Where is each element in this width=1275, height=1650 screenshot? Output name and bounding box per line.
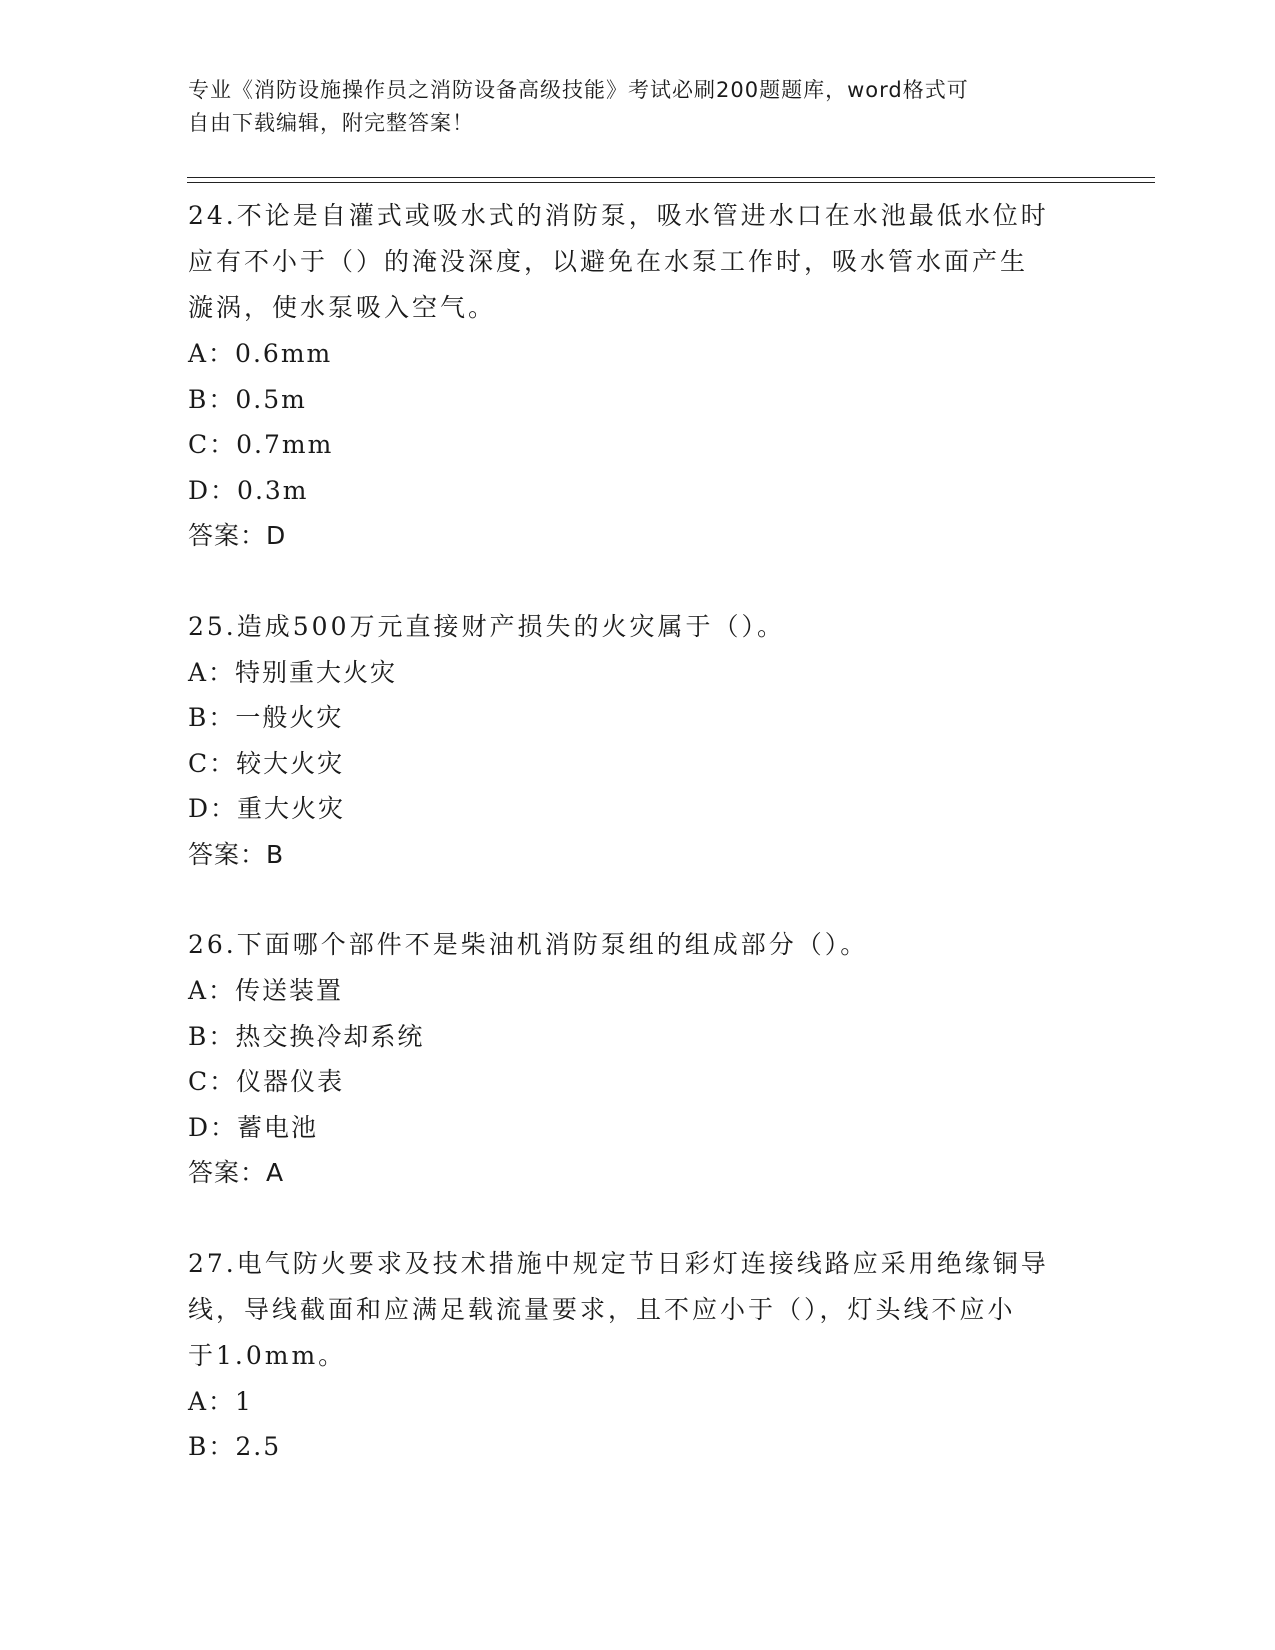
question-stem-line: 于1.0mm。 [188, 1340, 347, 1370]
option-a: A：0.6mm [188, 339, 333, 368]
option-c: C：0.7mm [188, 430, 334, 459]
answer: 答案：B [188, 839, 285, 869]
question-stem-line: 漩涡，使水泵吸入空气。 [188, 293, 497, 322]
answer: 答案：D [188, 521, 287, 550]
option-a: A：1 [188, 1386, 253, 1416]
option-d: D：0.3m [188, 475, 309, 505]
option-b: B：0.5m [188, 384, 307, 414]
header-rule-bottom [187, 182, 1155, 183]
question-stem-line: 24.不论是自灌式或吸水式的消防泵，吸水管进水口在水池最低水位时 [188, 201, 1049, 230]
document-header [188, 74, 1068, 140]
question-26 [188, 922, 1088, 1196]
spacer [188, 559, 1088, 604]
question-25 [188, 604, 1088, 878]
spacer [188, 1196, 1088, 1241]
answer: 答案：A [188, 1158, 285, 1187]
question-27 [188, 1241, 1088, 1470]
question-stem-line: 应有不小于（）的淹没深度，以避免在水泵工作时，吸水管水面产生 [188, 247, 1029, 276]
option-c: C：较大火灾 [188, 748, 345, 778]
option-b: B：一般火灾 [188, 703, 344, 732]
spacer [188, 877, 1088, 922]
question-stem-line: 26.下面哪个部件不是柴油机消防泵组的组成部分（）。 [188, 930, 869, 959]
option-a: A：特别重大火灾 [188, 657, 398, 687]
option-d: D：蓄电池 [188, 1112, 319, 1142]
option-b: B：热交换冷却系统 [188, 1021, 425, 1051]
option-d: D：重大火灾 [188, 794, 346, 823]
option-c: C：仪器仪表 [188, 1067, 345, 1096]
question-list [188, 193, 1088, 1470]
header-rule-top [187, 177, 1155, 178]
header-line-1: 专业《消防设施操作员之消防设备高级技能》考试必刷200题题库，word格式可 [188, 78, 969, 102]
option-b: B：2.5 [188, 1432, 282, 1461]
question-stem-line: 25.造成500万元直接财产损失的火灾属于（）。 [188, 611, 785, 641]
question-stem-line: 线，导线截面和应满足载流量要求，且不应小于（），灯头线不应小 [188, 1294, 1016, 1324]
question-24 [188, 193, 1088, 559]
question-stem-line: 27.电气防火要求及技术措施中规定节日彩灯连接线路应采用绝缘铜导 [188, 1248, 1049, 1278]
option-a: A：传送装置 [188, 976, 344, 1005]
header-line-2: 自由下载编辑，附完整答案！ [188, 111, 474, 135]
